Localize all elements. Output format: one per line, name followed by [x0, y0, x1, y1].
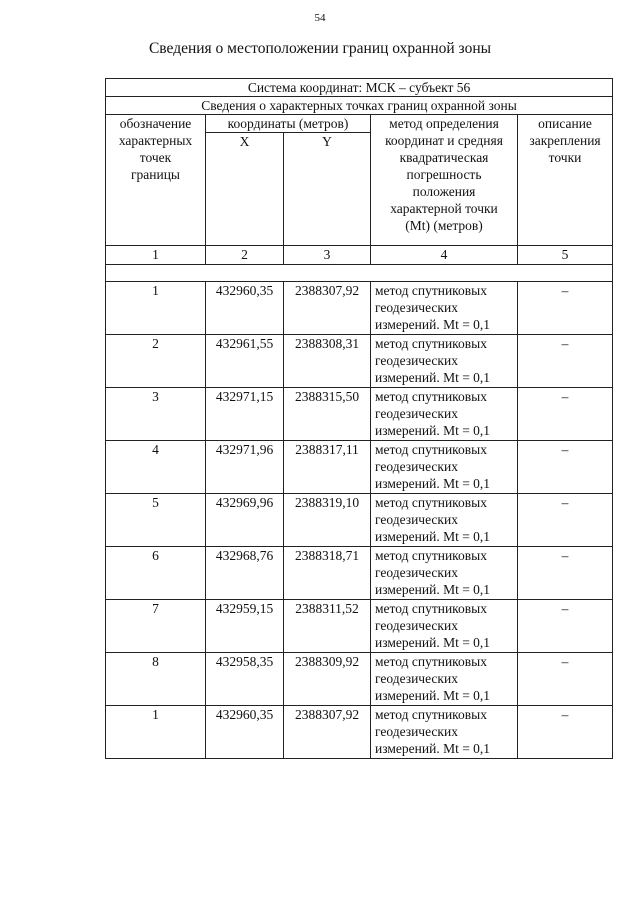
point-number-cell: 2 [106, 335, 206, 388]
point-number-cell: 4 [106, 441, 206, 494]
header-point-line: точек [139, 150, 172, 165]
method-cell [371, 282, 518, 335]
table-row [106, 441, 613, 494]
column-number: 3 [284, 246, 371, 265]
method-line: измерений. Mt = 0,1 [375, 635, 491, 650]
point-number-cell: 3 [106, 388, 206, 441]
description-cell: – [518, 600, 613, 653]
y-coordinate-cell: 2388308,31 [284, 335, 371, 388]
method-line: метод спутниковых [375, 283, 487, 298]
y-coordinate-cell: 2388319,10 [284, 494, 371, 547]
header-y: Y [284, 133, 371, 246]
x-coordinate-cell: 432971,96 [206, 441, 284, 494]
method-line: метод спутниковых [375, 442, 487, 457]
x-coordinate-cell: 432959,15 [206, 600, 284, 653]
table-row [106, 600, 613, 653]
x-coordinate-cell: 432958,35 [206, 653, 284, 706]
table-row [106, 335, 613, 388]
method-cell [371, 653, 518, 706]
point-number-cell: 5 [106, 494, 206, 547]
y-coordinate-cell: 2388307,92 [284, 706, 371, 759]
header-method-line: (Mt) (метров) [405, 218, 483, 233]
y-coordinate-cell: 2388315,50 [284, 388, 371, 441]
method-line: метод спутниковых [375, 336, 487, 351]
method-cell [371, 600, 518, 653]
header-desc-line: точки [548, 150, 582, 165]
description-cell: – [518, 547, 613, 600]
header-desc-line: закрепления [529, 133, 601, 148]
header-point-designation [106, 115, 206, 246]
document-title: Сведения о местоположении границ охранной зоны [148, 40, 492, 57]
header-point-line: границы [130, 167, 181, 182]
header-method-line: квадратическая [399, 150, 489, 165]
header-point-line: характерных [118, 133, 193, 148]
header-method-line: метод определения [389, 116, 499, 131]
method-line: геодезических [375, 618, 458, 633]
method-line: геодезических [375, 671, 458, 686]
method-cell [371, 388, 518, 441]
boundary-points-table [105, 78, 613, 759]
description-cell: – [518, 388, 613, 441]
point-number-cell: 1 [106, 282, 206, 335]
y-coordinate-cell: 2388317,11 [284, 441, 371, 494]
method-line: метод спутниковых [375, 389, 487, 404]
header-coordinates: координаты (метров) [206, 115, 371, 133]
point-number-cell: 8 [106, 653, 206, 706]
header-x: X [206, 133, 284, 246]
description-cell: – [518, 494, 613, 547]
table-row [106, 494, 613, 547]
method-cell [371, 547, 518, 600]
method-line: геодезических [375, 406, 458, 421]
method-line: геодезических [375, 512, 458, 527]
header-method-line: положения [412, 184, 476, 199]
method-line: измерений. Mt = 0,1 [375, 423, 491, 438]
header-description [518, 115, 613, 246]
method-line: измерений. Mt = 0,1 [375, 688, 491, 703]
description-cell: – [518, 441, 613, 494]
header-method-line: координат и средняя [385, 133, 503, 148]
method-line: метод спутниковых [375, 495, 487, 510]
method-line: измерений. Mt = 0,1 [375, 370, 491, 385]
header-point-line: обозначение [119, 116, 192, 131]
description-cell: – [518, 706, 613, 759]
method-cell [371, 494, 518, 547]
method-line: геодезических [375, 724, 458, 739]
table-row [106, 388, 613, 441]
method-line: метод спутниковых [375, 601, 487, 616]
column-number: 2 [206, 246, 284, 265]
x-coordinate-cell: 432960,35 [206, 706, 284, 759]
method-line: метод спутниковых [375, 654, 487, 669]
method-line: измерений. Mt = 0,1 [375, 317, 491, 332]
column-number: 1 [106, 246, 206, 265]
y-coordinate-cell: 2388307,92 [284, 282, 371, 335]
column-number: 5 [518, 246, 613, 265]
table-subtitle-cell: Сведения о характерных точках границ охранной зоны [106, 97, 613, 115]
y-coordinate-cell: 2388318,71 [284, 547, 371, 600]
header-desc-line: описание [538, 116, 592, 131]
method-cell [371, 706, 518, 759]
table-row [106, 282, 613, 335]
x-coordinate-cell: 432969,96 [206, 494, 284, 547]
page-number: 54 [314, 12, 326, 24]
y-coordinate-cell: 2388309,92 [284, 653, 371, 706]
table-row [106, 653, 613, 706]
method-line: геодезических [375, 300, 458, 315]
header-method [371, 115, 518, 246]
description-cell: – [518, 653, 613, 706]
x-coordinate-cell: 432961,55 [206, 335, 284, 388]
method-line: измерений. Mt = 0,1 [375, 476, 491, 491]
method-line: метод спутниковых [375, 707, 487, 722]
point-number-cell: 1 [106, 706, 206, 759]
method-line: измерений. Mt = 0,1 [375, 582, 491, 597]
method-line: геодезических [375, 353, 458, 368]
empty-spacer-row [106, 265, 613, 282]
method-line: геодезических [375, 565, 458, 580]
column-number: 4 [371, 246, 518, 265]
method-line: измерений. Mt = 0,1 [375, 741, 491, 756]
header-method-line: характерной точки [390, 201, 498, 216]
point-number-cell: 6 [106, 547, 206, 600]
method-line: метод спутниковых [375, 548, 487, 563]
x-coordinate-cell: 432971,15 [206, 388, 284, 441]
method-line: измерений. Mt = 0,1 [375, 529, 491, 544]
method-cell [371, 441, 518, 494]
point-number-cell: 7 [106, 600, 206, 653]
method-cell [371, 335, 518, 388]
table-row [106, 706, 613, 759]
method-line: геодезических [375, 459, 458, 474]
coordinate-system-cell: Система координат: МСК – субъект 56 [106, 79, 613, 97]
x-coordinate-cell: 432968,76 [206, 547, 284, 600]
table-row [106, 547, 613, 600]
y-coordinate-cell: 2388311,52 [284, 600, 371, 653]
description-cell: – [518, 282, 613, 335]
x-coordinate-cell: 432960,35 [206, 282, 284, 335]
description-cell: – [518, 335, 613, 388]
header-method-line: погрешность [406, 167, 482, 182]
